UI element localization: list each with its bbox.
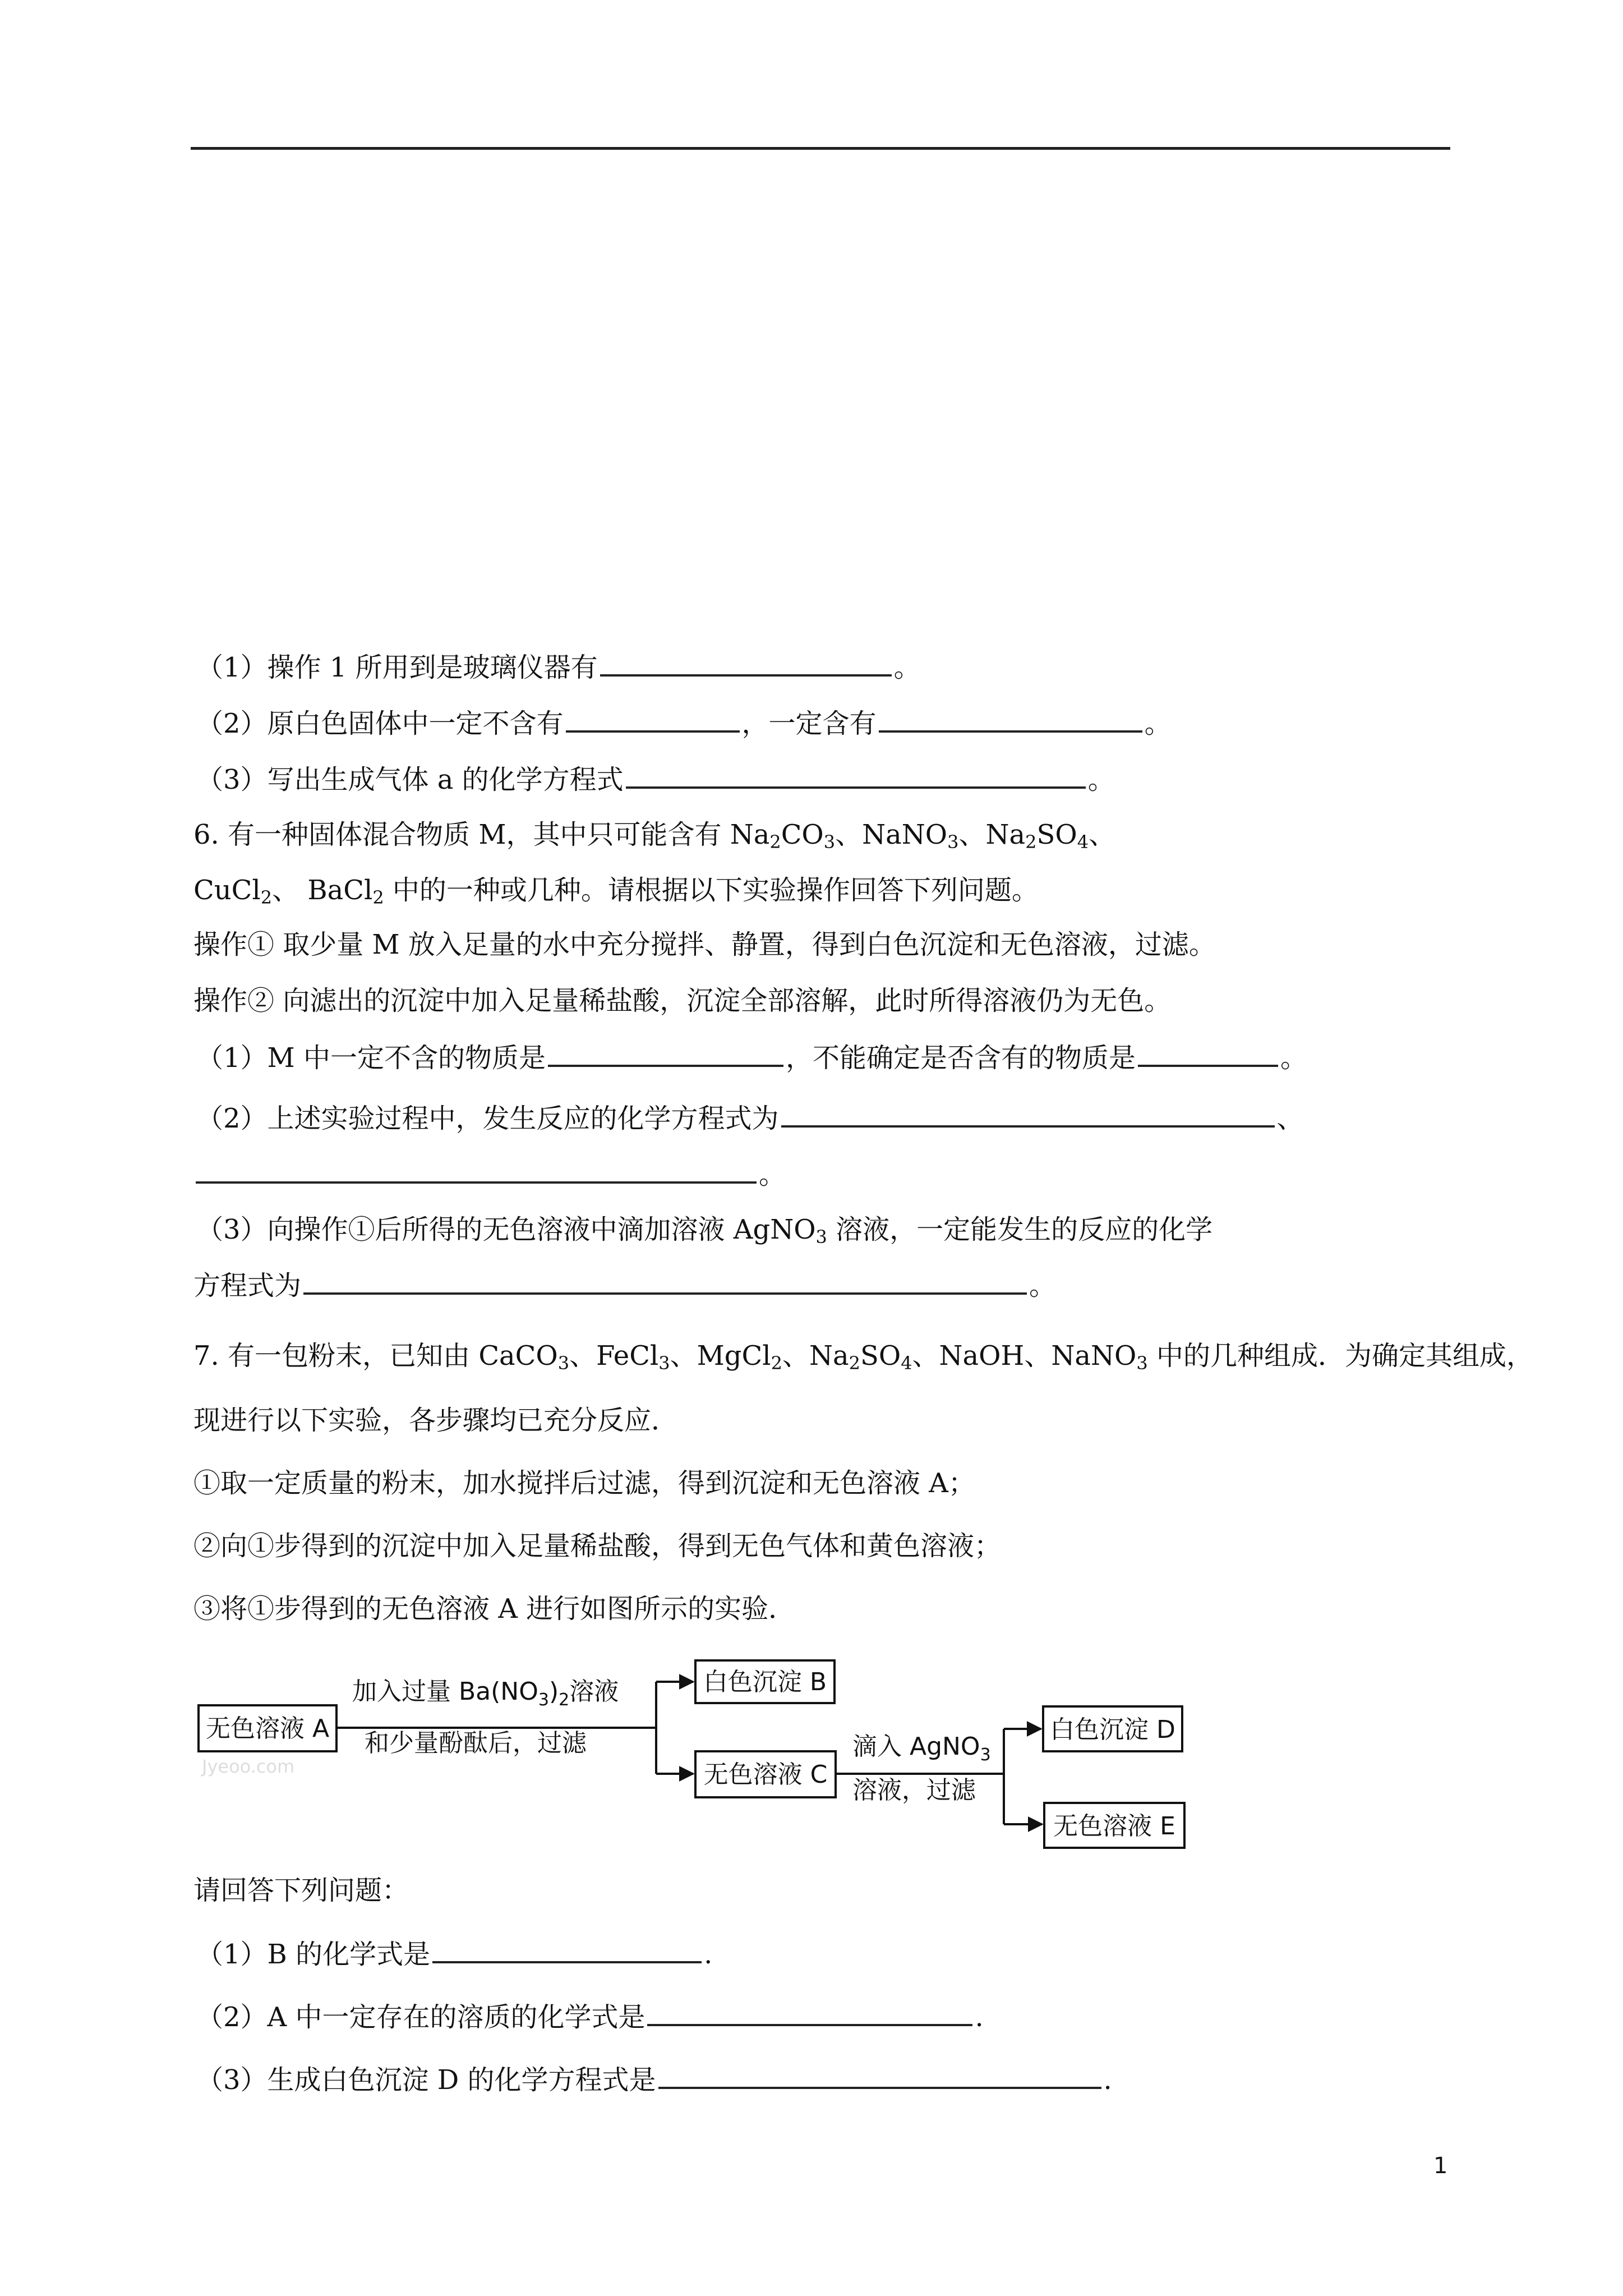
q6-part3-cont: 方程式为 。 (193, 1267, 1056, 1303)
step2-label-line2: 溶液，过滤 (852, 1776, 976, 1805)
q7-stem-line2: 现进行以下实验，各步骤均已充分反应． (193, 1405, 679, 1436)
answer-blank[interactable] (626, 761, 1086, 789)
answer-blank[interactable] (879, 705, 1142, 733)
q6-stem-line1: 6. 有一种固体混合物质 M，其中只可能含有 $Na_2CO_3$、NaNO$_3$、$Na_2SO_4$、 (193, 819, 1116, 853)
q7-step3: ③将①步得到的无色溶液 A 进行如图所示的实验． (193, 1593, 796, 1625)
q7-part2: （2）A 中一定存在的溶质的化学式是 . (196, 1998, 984, 2034)
step1-label-line2: 和少量酚酞后，过滤 (365, 1729, 587, 1757)
q5-part1: （1）操作 1 所用到是玻璃仪器有 。 (196, 648, 921, 684)
answer-blank[interactable] (566, 705, 740, 733)
q7-part1: （1）B 的化学式是 . (196, 1935, 712, 1971)
q6-operation1: 操作① 取少量 M 放入足量的水中充分搅拌、静置，得到白色沉淀和无色溶液，过滤。 (193, 929, 1216, 960)
box-b-label: 白色沉淀 B (703, 1668, 827, 1696)
q6-part3: （3）向操作①后所得的无色溶液中滴加溶液 AgNO$_3$ 溶液，一定能发生的反应的化学 (196, 1214, 1213, 1248)
box-a-label: 无色溶液 A (205, 1714, 330, 1743)
answer-blank[interactable] (647, 1998, 972, 2026)
box-c-label: 无色溶液 C (703, 1760, 828, 1789)
q7-step1: ①取一定质量的粉末，加水搅拌后过滤，得到沉淀和无色溶液 A； (193, 1467, 975, 1499)
experiment-flow-diagram (196, 1644, 1195, 1857)
watermark: Jyeoo.com (202, 1756, 295, 1777)
q5-part2: （2）原白色固体中一定不含有 ，一定含有 。 (196, 705, 1172, 740)
answer-blank[interactable] (1138, 1039, 1278, 1067)
answer-blank[interactable] (658, 2061, 1101, 2089)
q6-part2-cont: 。 (193, 1156, 786, 1191)
answer-blank[interactable] (781, 1099, 1275, 1128)
answer-blank[interactable] (600, 648, 892, 677)
q7-stem-line1: 7. 有一包粉末，已知由 CaCO$_3$、FeCl$_3$、MgCl$_2$、$Na_2SO_4$、NaOH、NaNO$_3$ 中的几种组成．为确定其组成， (193, 1340, 1533, 1374)
q6-part1: （1）M 中一定不含的物质是 ，不能确定是否含有的物质是 。 (196, 1039, 1307, 1075)
answer-blank[interactable] (548, 1039, 783, 1067)
answer-blank[interactable] (303, 1267, 1027, 1295)
step2-label-line1: 滴入 AgNO$_3$ (852, 1732, 991, 1765)
q7-part3: （3）生成白色沉淀 D 的化学方程式是 . (196, 2061, 1112, 2097)
q6-stem-line2: CuCl$_2$、 BaCl$_2$ 中的一种或几种。请根据以下实验操作回答下列问题。 (193, 875, 1039, 908)
q6-operation2: 操作② 向滤出的沉淀中加入足量稀盐酸，沉淀全部溶解，此时所得溶液仍为无色。 (193, 985, 1172, 1016)
q7-ask: 请回答下列问题： (193, 1875, 409, 1906)
page-number: 1 (1433, 2153, 1448, 2179)
answer-blank[interactable] (432, 1935, 702, 1963)
q5-part3: （3）写出生成气体 a 的化学方程式 。 (196, 761, 1115, 797)
step1-label-line1: 加入过量 $Ba(NO_3)_2$溶液 (352, 1677, 619, 1710)
header-rule (191, 147, 1450, 150)
box-d-label: 白色沉淀 D (1050, 1715, 1175, 1744)
q7-step2: ②向①步得到的沉淀中加入足量稀盐酸，得到无色气体和黄色溶液； (193, 1530, 1002, 1562)
box-e-label: 无色溶液 E (1053, 1812, 1175, 1841)
answer-blank[interactable] (196, 1156, 757, 1184)
q6-part2: （2）上述实验过程中，发生反应的化学方程式为 、 (196, 1099, 1304, 1135)
